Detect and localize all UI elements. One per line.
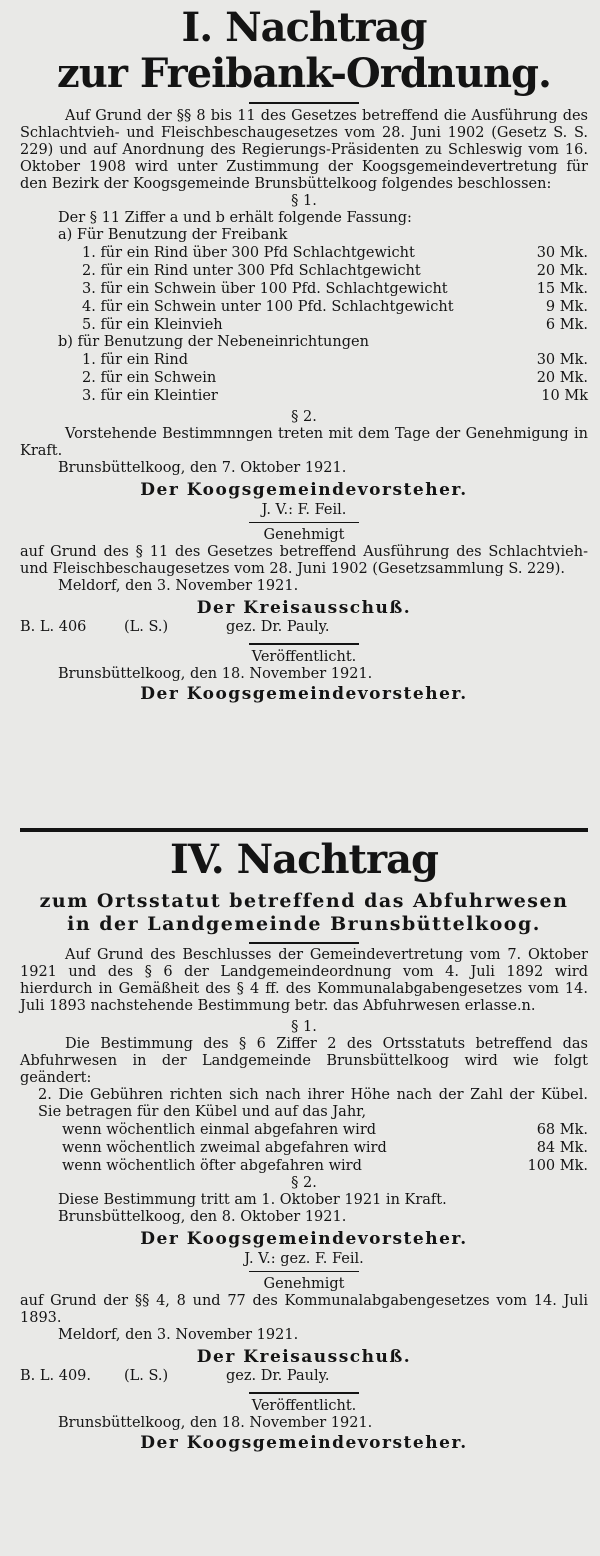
notice-4: [20, 838, 588, 1454]
divider: [249, 1392, 359, 1394]
authority: Der Koogsgemeindevorsteher.: [140, 479, 468, 500]
fee-row: 5. für ein Kleinvieh 6 Mk.: [82, 316, 588, 333]
notice-1-intro: Auf Grund der §§ 8 bis 11 des Gesetzes betreffend die Ausführung des Schlachtvieh- und Fleischbeschaugesetzes vom 28. Juni 1902 (Gesetz S. S. 229) und auf Anordnung des Regierungs-Präsidenten zu Schleswig vom 16. Oktober 1908 wird unter Zustimmung der Koogsgemeindevertretung für den Bezirk der Koogsgemeinde Brunsbüttelkoog folgendes beschlossen:: [20, 107, 588, 192]
published-place: Brunsbüttelkoog, den 18. November 1921.: [58, 1414, 373, 1431]
reference-line: [20, 1368, 588, 1386]
section-a-heading: a) Für Benutzung der Freibank: [58, 226, 288, 243]
authority: Der Koogsgemeindevorsteher.: [140, 1228, 468, 1249]
published-heading: Veröffentlicht.: [251, 648, 357, 665]
approved-signature: gez. Dr. Pauly.: [226, 1368, 330, 1384]
published-authority: Der Koogsgemeindevorsteher.: [140, 683, 468, 704]
notice-1-subtitle: zur Freibank-Ordnung.: [57, 50, 551, 97]
approved-signature: gez. Dr. Pauly.: [226, 619, 330, 635]
place-date: Brunsbüttelkoog, den 7. Oktober 1921.: [58, 459, 347, 476]
section-2-heading: § 2.: [291, 408, 317, 425]
notice-1: [20, 6, 588, 705]
section-2-heading: § 2.: [291, 1174, 317, 1191]
section-1-heading: § 1.: [291, 1018, 317, 1035]
divider: [249, 522, 359, 524]
notice-4-intro: Auf Grund des Beschlusses der Gemeindevertretung vom 7. Oktober 1921 und des § 6 der Landgemeindeordnung vom 4. Juli 1892 wird hierdurch in Gemäßheit des § 4 ff. des Kommunalabgabengesetzes vom 14. Juli 1893 nachstehende Bestimmung betr. das Abfuhrwesen erlasse.n.: [20, 946, 588, 1014]
fee-row: wenn wöchentlich einmal abgefahren wird 68 Mk.: [62, 1121, 588, 1138]
fee-row: wenn wöchentlich öfter abgefahren wird 100 Mk.: [62, 1157, 588, 1174]
divider: [249, 942, 359, 944]
published-heading: Veröffentlicht.: [251, 1397, 357, 1414]
section-1-text: Die Bestimmung des § 6 Ziffer 2 des Ortsstatuts betreffend das Abfuhrwesen in der Landgemeinde Brunsbüttelkoog wird wie folgt geändert:: [20, 1035, 588, 1086]
approved-authority: Der Kreisausschuß.: [196, 598, 412, 618]
approved-authority: Der Kreisausschuß.: [196, 1347, 412, 1367]
approved-text: auf Grund der §§ 4, 8 und 77 des Kommunalabgabengesetzes vom 14. Juli 1893.: [20, 1293, 588, 1326]
fee-row: 1. für ein Rind 30 Mk.: [82, 351, 588, 368]
fee-row: 3. für ein Kleintier 10 Mk: [82, 387, 588, 404]
section-b-heading: b) für Benutzung der Nebeneinrichtungen: [58, 333, 369, 350]
seal: (L. S.): [124, 1368, 169, 1384]
seal: (L. S.): [124, 619, 169, 635]
divider: [249, 102, 359, 104]
fee-row: wenn wöchentlich zweimal abgefahren wird 84 Mk.: [62, 1139, 588, 1156]
notice-1-title: I. Nachtrag: [181, 4, 427, 51]
reference-line: [20, 619, 588, 637]
approved-place: Meldorf, den 3. November 1921.: [58, 578, 299, 594]
approved-place: Meldorf, den 3. November 1921.: [58, 1327, 299, 1343]
reference-number: B. L. 406: [20, 619, 87, 635]
fee-row: 2. für ein Rind unter 300 Pfd Schlachtgewicht 20 Mk.: [82, 262, 588, 279]
approved-heading: Genehmigt: [263, 1276, 345, 1292]
section-2-text: Vorstehende Bestimmnngen treten mit dem Tage der Genehmigung in Kraft.: [20, 425, 588, 459]
divider: [249, 643, 359, 645]
fee-row: 3. für ein Schwein über 100 Pfd. Schlachtgewicht 15 Mk.: [82, 280, 588, 297]
reference-number: B. L. 409.: [20, 1368, 92, 1384]
signature: J. V.: F. Feil.: [261, 501, 347, 518]
notice-4-subtitle-1: zum Ortsstatut betreffend das Abfuhrwesen: [39, 890, 569, 912]
signature: J. V.: gez. F. Feil.: [244, 1250, 364, 1267]
section-1-heading: § 1.: [291, 192, 317, 209]
fee-row: 2. für ein Schwein 20 Mk.: [82, 369, 588, 386]
divider: [249, 1271, 359, 1273]
fee-list: [20, 1121, 588, 1175]
approved-heading: Genehmigt: [263, 527, 345, 543]
fee-row: 1. für ein Rind über 300 Pfd Schlachtgewicht 30 Mk.: [82, 244, 588, 261]
item-2-text: 2. Die Gebühren richten sich nach ihrer Höhe nach der Zahl der Kübel. Sie betragen für den Kübel und auf das Jahr,: [38, 1086, 588, 1120]
notice-4-title: IV. Nachtrag: [170, 836, 438, 883]
fee-list-b: [20, 351, 588, 405]
fee-row: 4. für ein Schwein unter 100 Pfd. Schlachtgewicht 9 Mk.: [82, 298, 588, 315]
approved-text: auf Grund des § 11 des Gesetzes betreffend Ausführung des Schlachtvieh- und Fleischbeschaugesetzes vom 28. Juni 1902 (Gesetzsammlung S. 229).: [20, 544, 588, 577]
fee-list-a: [20, 244, 588, 334]
published-place: Brunsbüttelkoog, den 18. November 1921.: [58, 665, 373, 682]
published-authority: Der Koogsgemeindevorsteher.: [140, 1432, 468, 1453]
place-date: Brunsbüttelkoog, den 8. Oktober 1921.: [58, 1208, 347, 1225]
section-2-text: Diese Bestimmung tritt am 1. Oktober 1921 in Kraft.: [58, 1191, 447, 1208]
separator-rule: [20, 828, 588, 832]
section-1-text: Der § 11 Ziffer a und b erhält folgende Fassung:: [58, 209, 412, 226]
notice-4-subtitle-2: in der Landgemeinde Brunsbüttelkoog.: [67, 913, 541, 935]
